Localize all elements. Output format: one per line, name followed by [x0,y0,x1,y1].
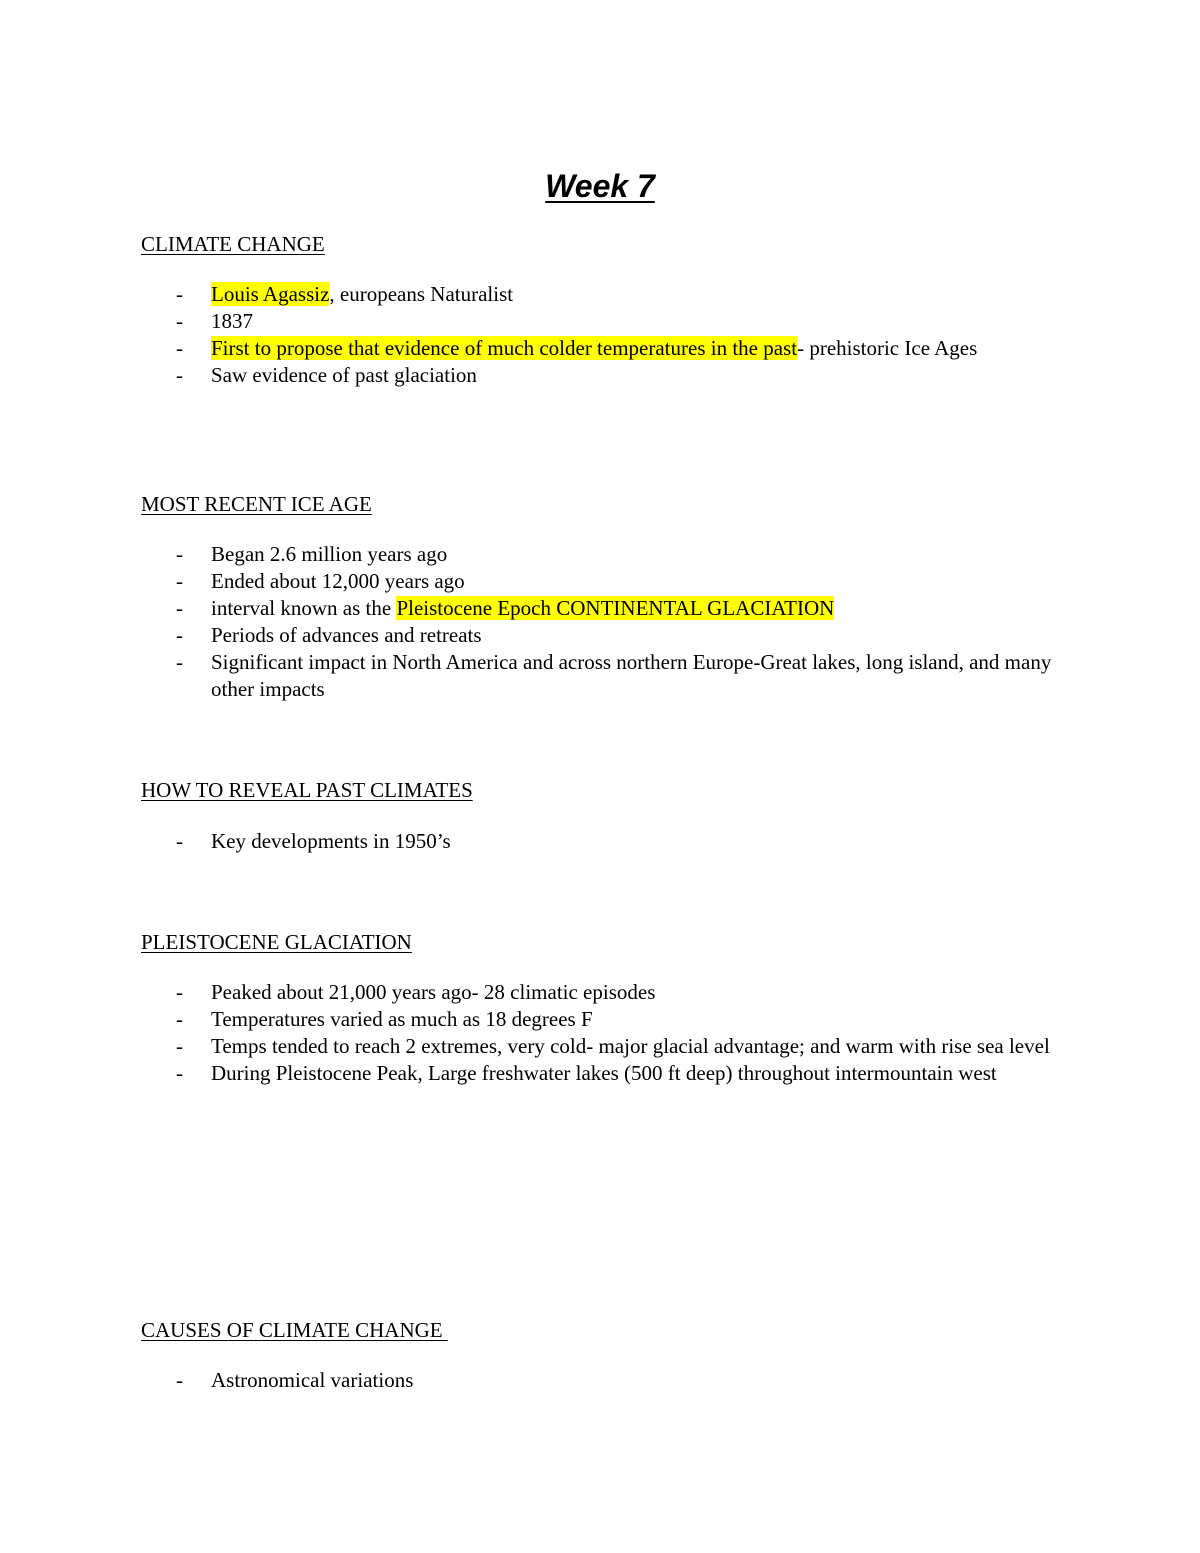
item-text: Key developments in 1950’s [211,829,451,853]
list-item [0,1033,1200,1060]
item-text: - prehistoric Ice Ages [797,336,978,360]
item-text: Temperatures varied as much as 18 degrees F [211,1007,593,1031]
bullet-list-climate-change [0,281,1200,389]
dash-bullet-icon: - [176,282,183,306]
item-text: Saw evidence of past glaciation [211,363,477,387]
dash-bullet-icon: - [176,623,183,647]
list-item [0,308,1200,335]
dash-bullet-icon: - [176,1061,183,1085]
bullet-list-causes-of-climate-change [0,1367,1200,1394]
item-text: , europeans Naturalist [329,282,514,306]
list-item [0,1367,1200,1394]
item-text: Ended about 12,000 years ago [211,569,465,593]
item-text: Temps tended to reach 2 extremes, very cold- major glacial advantage; and warm with rise sea level [211,1034,1050,1058]
list-item [0,979,1200,1006]
item-text: Periods of advances and retreats [211,623,482,647]
item-text: Began 2.6 million years ago [211,542,448,566]
list-item [0,541,1200,568]
item-text: Peaked about 21,000 years ago- 28 climatic episodes [211,980,656,1004]
dash-bullet-icon: - [176,1007,183,1031]
dash-bullet-icon: - [176,569,183,593]
section-heading-pleistocene-glaciation: PLEISTOCENE GLACIATION [141,930,412,954]
highlighted-text: Pleistocene Epoch CONTINENTAL GLACIATION [396,596,835,620]
bullet-list-how-to-reveal-past-climates [0,828,1200,855]
list-item [0,1060,1200,1087]
bullet-list-pleistocene-glaciation [0,979,1200,1087]
list-item [0,281,1200,308]
page-title: Week 7 [545,168,655,204]
list-item [0,335,1200,362]
list-item [0,595,1200,622]
dash-bullet-icon: - [176,542,183,566]
item-text: interval known as the [211,596,397,620]
list-item [0,622,1200,649]
dash-bullet-icon: - [176,650,183,674]
highlighted-text: Louis Agassiz [211,282,330,306]
dash-bullet-icon: - [176,980,183,1004]
list-item [0,828,1200,855]
list-item [0,568,1200,595]
dash-bullet-icon: - [176,1368,183,1392]
bullet-list-most-recent-ice-age [0,541,1200,703]
dash-bullet-icon: - [176,336,183,360]
dash-bullet-icon: - [176,309,183,333]
highlighted-text: First to propose that evidence of much colder temperatures in the past [211,336,798,360]
item-text: Significant impact in North America and across northern Europe-Great lakes, long island, and many other impacts [211,650,1052,701]
dash-bullet-icon: - [176,829,183,853]
list-item [0,1006,1200,1033]
list-item [0,649,1200,703]
section-heading-how-to-reveal-past-climates: HOW TO REVEAL PAST CLIMATES [141,778,473,802]
section-heading-most-recent-ice-age: MOST RECENT ICE AGE [141,492,372,516]
section-heading-climate-change: CLIMATE CHANGE [141,232,325,256]
list-item [0,362,1200,389]
section-heading-causes-of-climate-change: CAUSES OF CLIMATE CHANGE [141,1318,448,1342]
dash-bullet-icon: - [176,363,183,387]
item-text: During Pleistocene Peak, Large freshwater lakes (500 ft deep) throughout intermountain west [211,1061,997,1085]
item-text: Astronomical variations [211,1368,414,1392]
item-text: 1837 [211,309,253,333]
dash-bullet-icon: - [176,596,183,620]
dash-bullet-icon: - [176,1034,183,1058]
